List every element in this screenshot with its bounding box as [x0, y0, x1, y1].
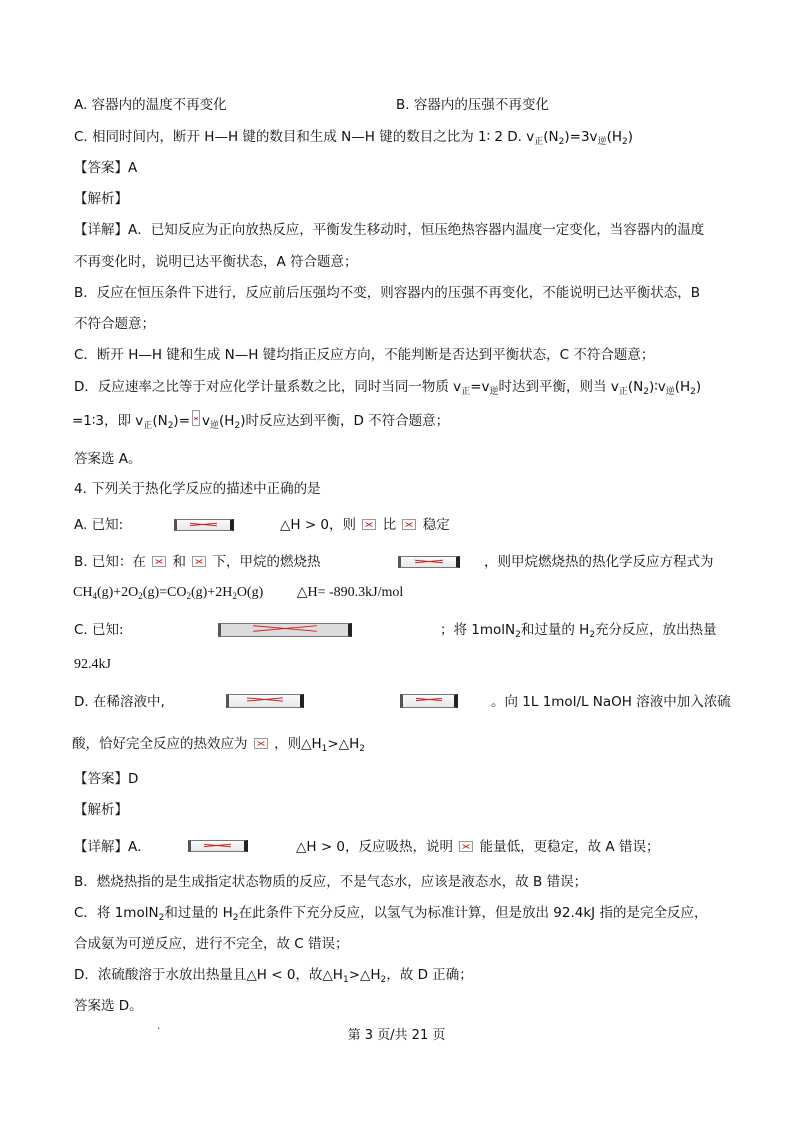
text: v	[202, 413, 211, 429]
sub: 2	[690, 387, 696, 397]
q4-detail-line: 【详解】A．	[74, 839, 151, 855]
sub: 正	[143, 421, 153, 431]
q4-option-b-equation	[73, 584, 403, 602]
text: )∶v	[648, 379, 666, 395]
sub: 2	[232, 913, 239, 923]
q3-detail-line: 不再变化时，说明已达平衡状态，A 符合题意；	[74, 254, 358, 270]
sub: 逆	[489, 387, 499, 397]
q4-conclusion: 答案选 D。	[74, 998, 143, 1014]
text: 充分反应，放出热量	[595, 622, 717, 638]
text: =1∶3，即 v	[72, 413, 144, 429]
q4-option-d: D. 在稀溶液中,	[74, 694, 165, 710]
q4-option-c: C. 已知:	[74, 622, 124, 638]
text: ，则△H	[274, 736, 322, 752]
text: O(g)	[236, 585, 264, 600]
text: B. 已知：在	[74, 554, 146, 570]
sub: 2	[138, 591, 143, 601]
text: (g)+2O	[96, 585, 139, 600]
q4-stem: 4. 下列关于热化学反应的描述中正确的是	[74, 481, 321, 497]
text: )=3v	[564, 129, 598, 145]
text: △H > 0，反应吸热，说明	[296, 839, 454, 855]
text: (N	[627, 379, 644, 395]
sub: 2	[558, 137, 565, 147]
page-footer: 第 3 页/共 21 页	[347, 1028, 446, 1043]
fraction-image-icon	[192, 410, 200, 426]
text: 稳定	[422, 517, 450, 533]
q3-answer: 【答案】A	[74, 160, 138, 176]
equation-image-icon	[218, 623, 352, 637]
q4-analysis-label: 【解析】	[74, 802, 128, 818]
sub: 逆	[665, 387, 675, 397]
q3-detail-line: B．反应在恒压条件下进行，反应前后压强均不变，则容器内的压强不再变化，不能说明已达平衡状态，B	[74, 285, 701, 301]
equation-image-icon	[226, 694, 304, 708]
text: (H	[606, 129, 622, 145]
q3-analysis-label: 【解析】	[74, 191, 128, 207]
text: C．将 1molN	[74, 905, 159, 921]
text: (g)+2H	[190, 585, 233, 600]
sub: 正	[461, 387, 471, 397]
text: (N	[152, 413, 168, 429]
text: D．反应速率之比等于对应化学计量系数之比，同时当同一物质 v	[74, 379, 462, 395]
q4-option-a	[74, 516, 123, 534]
option-a: A. 容器内的温度不再变化	[74, 97, 227, 113]
sub: 逆	[210, 421, 220, 431]
sub: 2	[515, 630, 521, 640]
text: 能量低，更稳定，故 A 错误；	[479, 839, 660, 855]
sub: 逆	[597, 137, 607, 147]
text: ；将 1molN	[440, 622, 516, 638]
formula-image-icon	[362, 519, 376, 530]
equation-image-icon	[400, 694, 458, 708]
sub: 2	[589, 630, 596, 640]
q4-detail-line	[74, 966, 473, 984]
sub: 2	[359, 744, 365, 754]
q3-detail-line	[72, 410, 449, 430]
formula-image-icon	[402, 519, 416, 530]
q4-option-d-rest: 。向 1L 1mol/L NaOH 溶液中加入浓硫	[491, 694, 731, 710]
formula-image-icon	[152, 556, 166, 567]
text: 时达到平衡，则当 v	[498, 379, 619, 395]
text: ，故 D 正确；	[386, 967, 473, 983]
sub: 4	[92, 591, 97, 601]
text: )	[695, 379, 702, 395]
text: (H	[674, 379, 691, 395]
formula-image-icon	[192, 556, 206, 567]
text: 比	[382, 517, 397, 533]
q3-detail-line: 【详解】A．已知反应为正向放热反应，平衡发生移动时，恒压绝热容器内温度一定变化，当容器内的温度	[74, 222, 705, 238]
q3-detail-line: 不符合题意；	[74, 316, 155, 332]
q4-detail-line-rest	[296, 838, 659, 856]
text: 在此条件下充分反应，以氢气为标准计算，但是放出 92.4kJ 指的是完全反应，	[238, 905, 708, 921]
text: △H > 0，则	[280, 517, 357, 533]
text: D．浓硫酸溶于水放出热量且△H < 0，故△H	[74, 967, 343, 983]
text: =v	[470, 379, 490, 395]
text: 和	[172, 554, 186, 570]
text: △H= -890.3kJ/mol	[296, 585, 404, 600]
q4-option-b	[74, 553, 321, 571]
formula-image-icon	[459, 841, 473, 852]
text: (g)=CO	[142, 585, 187, 600]
sub: 2	[234, 421, 241, 431]
q4-option-c-rest	[440, 621, 717, 639]
text: 和过量的 H	[520, 622, 590, 638]
text: 酸，恰好完全反应的热效应为	[72, 736, 248, 752]
option-c-d	[74, 128, 633, 146]
sub: 2	[158, 913, 165, 923]
footer-dot: ·	[157, 1024, 161, 1035]
equation-image-icon	[398, 556, 460, 568]
sub: 1	[321, 744, 328, 754]
text: (N	[543, 129, 559, 145]
sub: 2	[643, 387, 649, 397]
equation-image-icon	[188, 840, 248, 852]
q4-detail-line: B．燃烧热指的是生成指定状态物质的反应，不是气态水，应该是液态水，故 B 错误；	[74, 874, 588, 890]
q3-conclusion: 答案选 A。	[74, 451, 142, 467]
sub: 1	[342, 975, 349, 985]
sub: 2	[167, 421, 174, 431]
q4-detail-line	[74, 904, 707, 922]
text: )=	[173, 413, 191, 429]
text: A. 已知:	[74, 517, 124, 533]
sub: 正	[534, 137, 544, 147]
q3-detail-line: C．断开 H—H 键和生成 N—H 键均指正反应方向，不能判断是否达到平衡状态，C 不符合题意；	[74, 347, 655, 363]
sub: 2	[232, 591, 237, 601]
text: 下，甲烷的燃烧热	[212, 554, 321, 570]
text: )时反应达到平衡，D 不符合题意；	[240, 413, 450, 429]
text: >△H	[348, 967, 381, 983]
q4-option-b-rest: ，则甲烷燃烧热的热化学反应方程式为	[484, 554, 714, 570]
text: CH	[73, 585, 93, 600]
equation-image-icon	[174, 519, 234, 531]
option-c-text: C. 相同时间内，断开 H—H 键的数目和生成 N—H 键的数目之比为 1∶ 2 D. v	[74, 129, 535, 145]
sub: 正	[618, 387, 628, 397]
text: 和过量的 H	[164, 905, 233, 921]
sub: 2	[380, 975, 387, 985]
q4-option-c-line2: 92.4kJ	[74, 657, 111, 672]
q4-answer: 【答案】D	[74, 771, 139, 787]
q4-detail-line: 合成氨为可逆反应，进行不完全，故 C 错误；	[74, 936, 349, 952]
option-b: B. 容器内的压强不再变化	[396, 97, 549, 113]
sub: 2	[186, 591, 191, 601]
sub: 2	[622, 137, 628, 147]
formula-image-icon	[254, 738, 268, 749]
q4-option-a-rest	[280, 516, 450, 534]
text: )	[627, 129, 634, 145]
q3-detail-line	[74, 378, 701, 396]
text: >△H	[327, 736, 360, 752]
text: (H	[219, 413, 235, 429]
q4-option-d-line2	[72, 735, 365, 753]
